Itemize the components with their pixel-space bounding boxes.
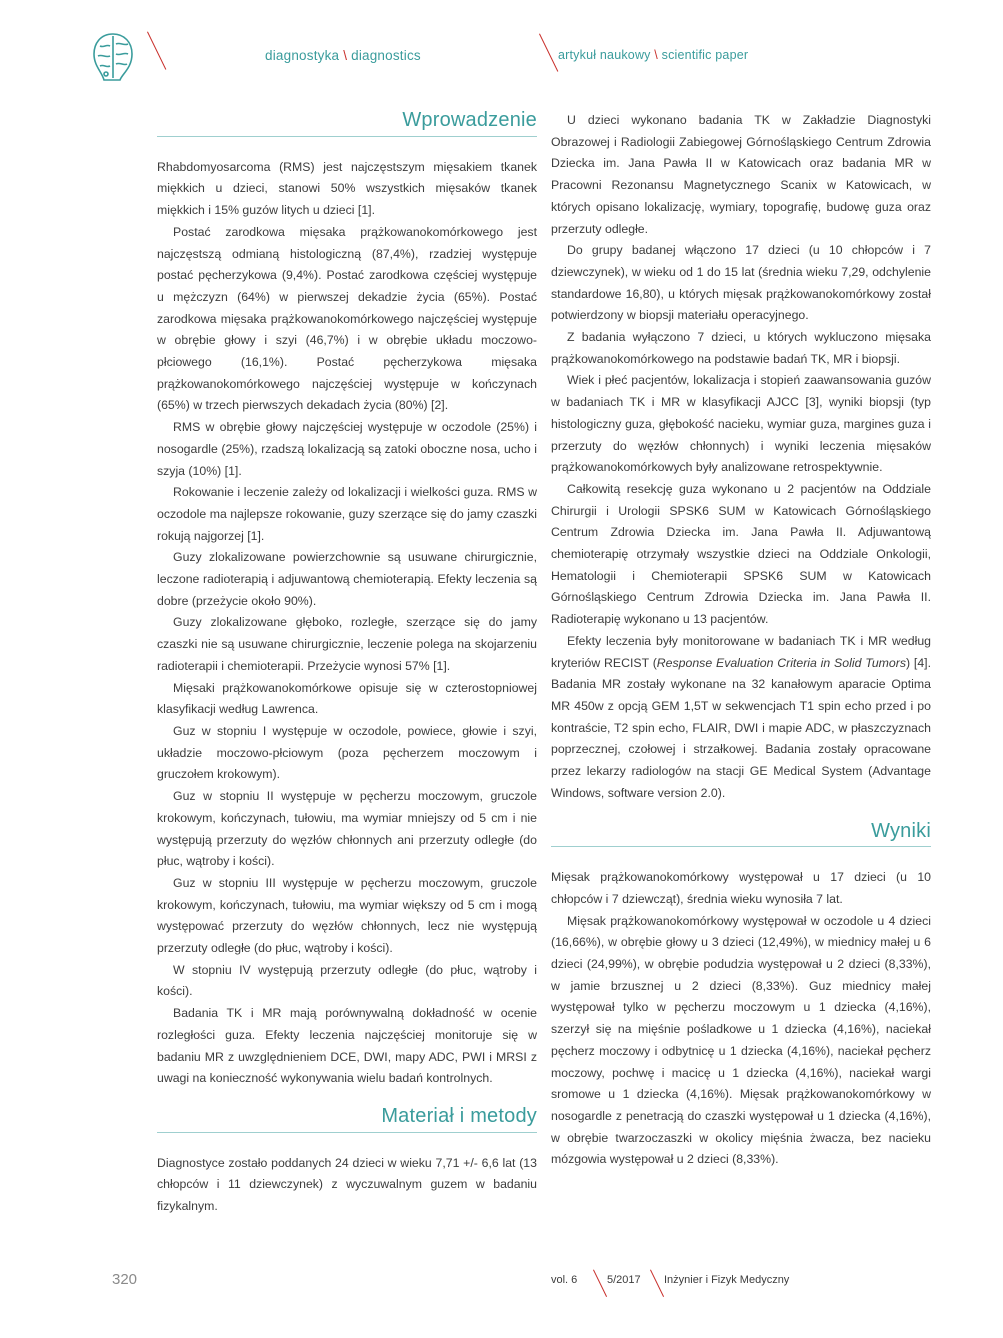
paragraph — [551, 631, 931, 805]
paragraph: Z badania wyłączono 7 dzieci, u których wykluczono mięsaka prążkowanokomórkowego na podstawie badań TK, MR i biopsji. — [551, 330, 931, 366]
paragraph: Do grupy badanej włączono 17 dzieci (u 10 chłopców i 7 dziewczynek), w wieku od 1 do 15 lat (średnia wieku 7,29, odchylenie standardowe 16,80), u których mięsak prążkowanokomórkowy został potwierdzony w biopsji materiału operacyjnego. — [551, 243, 931, 323]
footer-divider — [593, 1270, 607, 1297]
text-run: ) [4]. Badania MR zostały wykonane na 32 kanałowym aparacie Optima MR 450w z opcją GEM 1,5T w sekwencjach T1 spin echo przed i po kontraście, T2 spin echo, FLAIR, DWI i mapie ADC, w płaszczyznach poprzecznej, czołowej i strzałkowej. Badania zostały opracowane przez lekarzy radiologów na stacji GE Medical System (Advantage Windows, software version 2.0). — [551, 655, 932, 800]
paragraph: Wiek i płeć pacjentów, lokalizacja i stopień zaawansowania guzów w badaniach TK i MR w klasyfikacji AJCC [3], wyniki biopsji (typ histologiczny guza, głębokość nacieku, wymiar guza, margines guza i przerzuty do węzłów chłonnych) i wyniki leczenia mięsaków prążkowanokomórkowych były analizowane retrospektywnie. — [551, 373, 931, 475]
paragraph: Mięsaki prążkowanokomórkowe opisuje się w czterostopniowej klasyfikacji według Lawrenca. — [157, 680, 537, 717]
paragraph: Badania TK i MR mają porównywalną dokładność w ocenie rozległości guza. Efekty leczenia najczęściej monitoruje się w badaniu MR z uwzględnieniem DCE, DWI, mapy ADC, PWI i MRSI z uwagi na konieczność wykonywania wielu badań kontrolnych. — [157, 1006, 537, 1086]
footer-issue: 5/2017 — [607, 1274, 641, 1286]
journal-logo-icon — [90, 30, 136, 84]
section-heading-introduction: Wprowadzenie — [157, 110, 537, 137]
paragraph: Mięsak prążkowanokomórkowy występował w oczodole u 4 dzieci (16,66%), w obrębie głowy u 3 dzieci (12,49%), w miednicy małej u 6 dzieci (24,99%), w obrębie podudzia występował u 2 dzieci (8,33%), w jamie brzusznej u 2 dzieci (8,33%). Guz miednicy małej występował tylko w pęcherzu moczowym u 1 dziecka (4,16%), szerzył się na mięśnie pośladkowe u 1 dziecka (4,16%), naciekał pęcherz moczowy i odbytnicę u 1 dziecka (4,16%), naciekał pęcherz moczowy, pochwę i macicę u 1 dziecka (4,16%), naciekał wargi sromowe u 1 dziecka (4,16%). Mięsak prążkowanokomórkowy w nosogardle z penetracją do czaszki występował u 1 dziecka (4,16%), w obrębie twarzoczaszki w okolicy mięśnia żwacza, bez nacieku mózgowia występował u 2 dzieci (8,33%). — [551, 913, 931, 1167]
header-section — [265, 48, 421, 63]
italic-term: Response Evaluation Criteria in Solid Tumors — [656, 655, 906, 670]
text-run: Efekty leczenia były monitorowane w badaniach TK i MR według kryteriów RECIST ( — [551, 633, 931, 670]
paragraph: Guz w stopniu I występuje w oczodole, powiece, głowie i szyi, układzie moczowo-płciowym (poza pęcherzem moczowym i gruczołem krokowym). — [157, 723, 537, 782]
header-separator: \ — [339, 48, 352, 63]
paragraph: Rokowanie i leczenie zależy od lokalizacji i wielkości guza. RMS w oczodole ma najlepsze rokowanie, guzy szerzące się do jamy czaszki rokują najgorzej [1]. — [157, 485, 537, 543]
paragraph: Guz w stopniu III występuje w pęcherzu moczowym, gruczole krokowym, kończynach, tułowiu, ma wymiar większy od 5 cm i mogą występować przerzuty do węzłów chłonnych, lecz nie występują przerzuty odległe (do płuc, wątroby i kości). — [157, 875, 537, 956]
header-divider-left — [147, 32, 166, 70]
article-type-pl: artykuł naukowy — [558, 48, 651, 62]
paragraph: Guzy zlokalizowane głęboko, rozległe, szerzące się do jamy czaszki nie są usuwane chirurgicznie, leczenie polega na skojarzeniu radioterapii i chemioterapii. Przeżycie wynosi 57% [1]. — [157, 615, 537, 673]
section-heading-results: Wyniki — [551, 821, 931, 848]
header-section-en: diagnostics — [351, 48, 421, 63]
paragraph: RMS w obrębie głowy najczęściej występuje w oczodole (25%) i nosogardle (25%), rzadszą lokalizacją są zatoki oboczne nosa, ucho i szyja (10%) [1]. — [157, 420, 537, 478]
footer-journal: Inżynier i Fizyk Medyczny — [664, 1274, 790, 1286]
article-type-en: scientific paper — [661, 48, 749, 62]
paragraph: W stopniu IV występują przerzuty odległe (do płuc, wątroby i kości). — [157, 962, 537, 999]
paragraph: Diagnostyce zostało poddanych 24 dzieci w wieku 7,71 +/- 6,6 lat (13 chłopców i 11 dziewczynek) z wyczuwalnym guzem w badaniu fizykalnym. — [157, 1155, 537, 1214]
header-divider-right — [539, 34, 558, 72]
paragraph: U dzieci wykonano badania TK w Zakładzie Diagnostyki Obrazowej i Radiologii Zabiegowej Górnośląskiego Centrum Zdrowia Dziecka im. Jana Pawła II w Katowicach oraz badania MR w Pracowni Rezonansu Magnetycznego Scanix w Katowicach, w których opisano lokalizację, wymiary, topografię, budowę guza oraz przerzuty odległe. — [551, 113, 931, 236]
paragraph: Guzy zlokalizowane powierzchownie są usuwane chirurgicznie, leczone radioterapią i adjuwantową chemioterapią. Efekty leczenia są dobre (przeżycie około 90%). — [157, 550, 537, 608]
footer-divider — [650, 1270, 664, 1297]
paragraph: Rhabdomyosarcoma (RMS) jest najczęstszym mięsakiem tkanek miękkich u dzieci, stanowi 50% wszystkich mięsaków tkanek miękkich i 15% guzów litych u dzieci [1]. — [157, 159, 537, 218]
right-column — [551, 110, 931, 1171]
paragraph: Postać zarodkowa mięsaka prążkowanokomórkowego jest najczęstszą odmianą histologiczną (87,4%), rzadziej występuje postać pęcherzykowa (9,4%). Postać zarodkowa częściej występuje u mężczyzn (64%) w pierwszej dekadzie życia (65%). Postać zarodkowa mięsaka prążkowanokomórkowego najczęściej występuje w obrębie głowy i szyi (46,7%) i w obrębie układu moczowo-płciowego (16,1%). Postać pęcherzykowa mięsaka prążkowanokomórkowego najczęściej występuje w kończynach (65%) w trzech pierwszych dekadach życia (80%) [2]. — [157, 224, 537, 413]
paragraph: Mięsak prążkowanokomórkowy występował u 17 dzieci (u 10 chłopców i 7 dziewcząt), średnia wieku wynosiła 7 lat. — [551, 870, 931, 906]
header-separator: \ — [650, 48, 662, 62]
header-section-pl: diagnostyka — [265, 48, 340, 63]
paragraph: Guz w stopniu II występuje w pęcherzu moczowym, gruczole krokowym, kończynach, tułowiu, ma wymiar mniejszy od 5 cm i nie występują przerzuty do węzłów chłonnych ani przerzuty odległe (do płuc, wątroby i kości). — [157, 789, 537, 869]
section-heading-methods: Materiał i metody — [157, 1106, 537, 1133]
header-article-type — [558, 48, 748, 62]
left-column — [157, 110, 537, 1218]
footer-volume: vol. 6 — [551, 1274, 578, 1286]
page-number: 320 — [112, 1271, 138, 1288]
paragraph: Całkowitą resekcję guza wykonano u 2 pacjentów na Oddziale Chirurgii i Urologii SPSK6 SUM w Katowicach Górnośląskiego Centrum Zdrowia Dziecka im. Jana Pawła II. Adjuwantową chemioterapię otrzymały wszystkie dzieci na Oddziale Onkologii, Hematologii i Chemioterapii SPSK6 SUM w Katowicach Górnośląskiego Centrum Zdrowia Dziecka im. Jana Pawła II. Radioterapię wykonano u 13 pacjentów. — [551, 481, 931, 627]
